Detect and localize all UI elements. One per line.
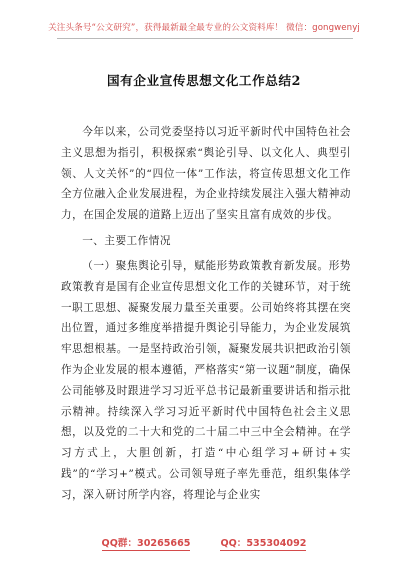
footer-qq-group: QQ群：30265665 [101, 538, 191, 549]
header-divider [57, 38, 353, 39]
document-title: 国有企业宣传思想文化工作总结2 [106, 73, 302, 88]
document-body [61, 122, 351, 506]
paragraph-intro: 今年以来，公司党委坚持以习近平新时代中国特色社会主义思想为指引，积极探索“舆论引导、以文化人、典型引领、人文关怀”的“四位一体”工作法，将宣传思想文化工作全方位融入企业发展进程，为企业持续发展注入强大精神动力，在国企发展的道路上迈出了坚实且富有成效的步伐。 [61, 126, 351, 222]
section-heading: 一、主要工作情况 [82, 234, 171, 247]
paragraph-subsection-1: （一）聚焦舆论引导，赋能形势政策教育新发展。形势政策教育是国有企业宣传思想文化工作的关键环节，对于统一职工思想、凝聚发展力量至关重要。公司始终将其摆在突出位置，通过多维度举措提升舆论引导能力，为企业发展筑牢思想根基。一是坚持政治引领，凝聚发展共识把政治引领作为企业发展的根本遵循，严格落实“第一议题”制度，确保公司能够及时跟进学习习近平总书记最新重要讲话和指示批示精神。持续深入学习习近平新时代中国特色社会主义思想，以及党的二十大和党的二十届二中三中全会精神。在学习方式上，大胆创新，打造“中心组学习+研讨+实践”的“学习+”模式。公司领导班子率先垂范，组织集体学习，深入研讨所学内容，将理论与企业实 [61, 259, 351, 501]
footer-qq-number: QQ：535304092 [220, 538, 307, 549]
header-banner: 关注头条号“公文研究”，获得最新最全最专业的公文资料库！ 微信：gongwenyj [48, 23, 360, 33]
footer-contact [0, 538, 408, 551]
